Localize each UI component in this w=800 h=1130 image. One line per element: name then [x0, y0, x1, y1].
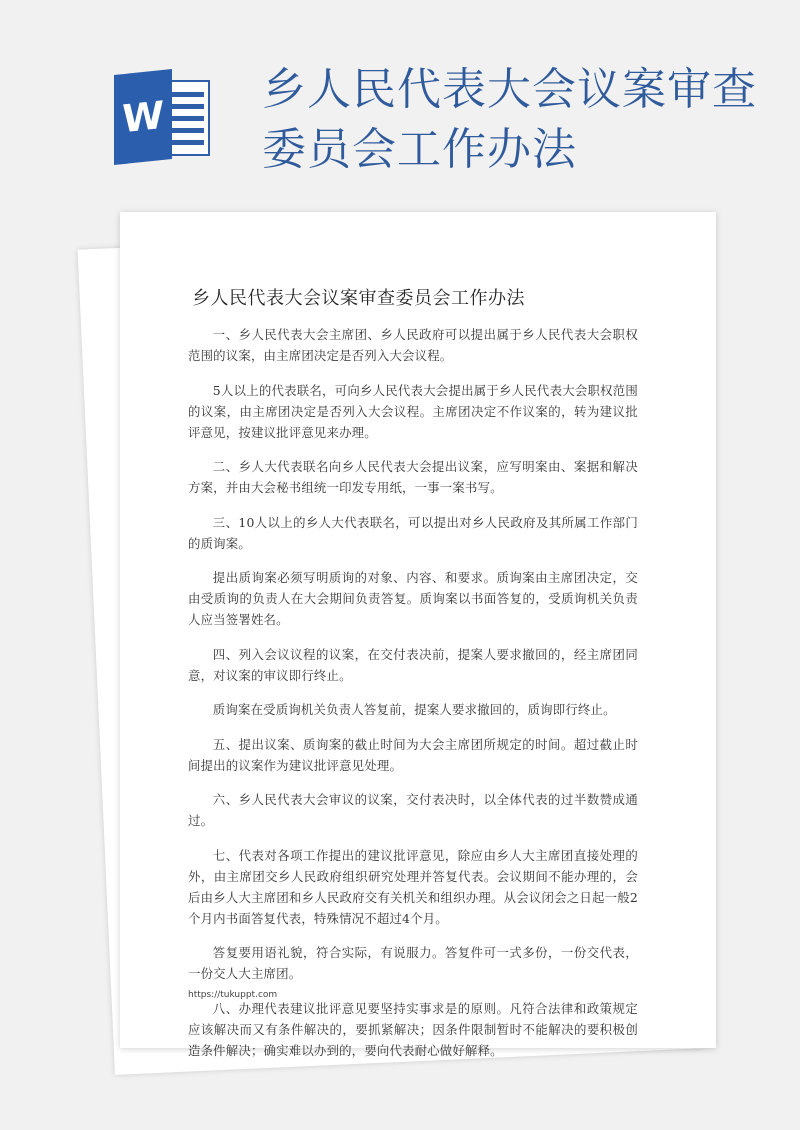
paragraph: 五、提出议案、质询案的截止时间为大会主席团所规定的时间。超过截止时间提出的议案作为建议批评意见处理。 — [188, 736, 638, 773]
paragraph: 一、乡人民代表大会主席团、乡人民政府可以提出属于乡人民代表大会职权范围的议案，由主席团决定是否列入大会议程。 — [188, 327, 638, 363]
paragraph: 三、10人以上的乡人大代表联名，可以提出对乡人民政府及其所属工作部门的质询案。 — [188, 514, 638, 551]
paragraph: 四、列入会议议程的议案，在交付表决前，提案人要求撤回的，经主席团同意，对议案的审议即行终止。 — [188, 646, 638, 683]
paragraph: 二、乡人大代表联名向乡人民代表大会提出议案，应写明案由、案据和解决方案，并由大会秘书组统一印发专用纸，一事一案书写。 — [188, 459, 638, 495]
paragraph: 六、乡人民代表大会审议的议案，交付表决时，以全体代表的过半数赞成通过。 — [188, 792, 638, 828]
document-title: 乡人民代表大会议案审查委员会工作办法 — [192, 288, 525, 309]
paragraph: 质询案在受质询机关负责人答复前，提案人要求撤回的，质询即行终止。 — [212, 702, 616, 717]
paragraph: 八、办理代表建议批评意见要坚持实事求是的原则。凡符合法律和政策规定应该解决而又有条件解决的，要抓紧解决；因条件限制暂时不能解决的要积极创造条件解决；确实难以办到的，要向代表耐心做好解释。 — [188, 1000, 638, 1058]
footer-url: https://tukuppt.com — [188, 990, 278, 1000]
paragraph: 七、代表对各项工作提出的建议批评意见，除应由乡人大主席团直接处理的外，由主席团交乡人民政府组织研究处理并答复代表。会议期间不能办理的，会后由乡人大主席团和乡人民政府交有关机关和组织办理。从会议闭会之日起一般2个月内书面答复代表，特殊情况不超过4个月。 — [188, 847, 638, 926]
paragraph: 提出质询案必须写明质询的对象、内容、和要求。质询案由主席团决定，交由受质询的负责人在大会期间负责答复。质询案以书面答复的，受质询机关负责人应当签署姓名。 — [188, 570, 638, 627]
document-body — [188, 324, 638, 1074]
paragraph: 5人以上的代表联名，可向乡人民代表大会提出属于乡人民代表大会职权范围的议案，由主席团决定是否列入大会议程。主席团决定不作议案的，转为建议批评意见，按建议批评意见来办理。 — [188, 382, 638, 440]
banner-title: 乡人民代表大会议案审查委员会工作办法 — [262, 64, 757, 175]
paragraph: 答复要用语礼貌，符合实际，有说服力。答复件可一式多份，一份交代表，一份交人大主席团。 — [188, 945, 638, 981]
word-icon — [104, 66, 214, 162]
word-icon-letter: W — [114, 69, 172, 165]
document-page — [120, 212, 716, 1058]
